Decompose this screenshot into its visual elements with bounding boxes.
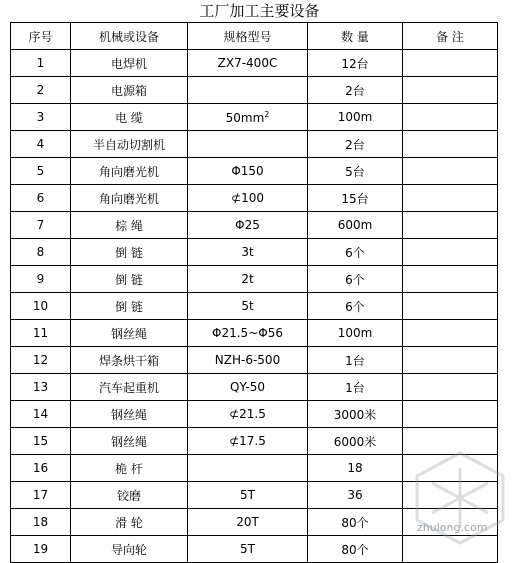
cell-spec [188, 509, 308, 536]
cell-equipment-text: 倒 链 [115, 272, 143, 287]
cell-quantity [308, 536, 403, 563]
cell-quantity [308, 293, 403, 320]
cell-quantity-text: 5台 [345, 164, 365, 179]
cell-spec-text: ZX7-400C [217, 56, 278, 70]
cell-quantity [308, 185, 403, 212]
cell-equipment [71, 239, 188, 266]
cell-equipment [71, 374, 188, 401]
cell-equipment-text: 角向磨光机 [98, 191, 159, 206]
cell-seq [11, 77, 71, 104]
cell-seq [11, 455, 71, 482]
cell-quantity [308, 509, 403, 536]
cell-note [403, 185, 498, 212]
cell-equipment-text: 铰磨 [116, 488, 141, 503]
cell-note [403, 293, 498, 320]
cell-seq-text: 18 [32, 515, 49, 529]
cell-spec-text: 2t [241, 272, 254, 286]
cell-quantity-text: 100m [337, 110, 373, 124]
cell-seq-text: 17 [32, 488, 49, 502]
cell-equipment-text: 半自动切割机 [92, 137, 165, 152]
cell-equipment [71, 347, 188, 374]
table-row [11, 77, 498, 104]
cell-spec-text: 5T [240, 542, 255, 556]
cell-quantity [308, 77, 403, 104]
cell-equipment [71, 401, 188, 428]
cell-seq [11, 347, 71, 374]
table-row [11, 320, 498, 347]
cell-seq-text: 19 [32, 542, 49, 556]
cell-quantity [308, 320, 403, 347]
cell-seq [11, 131, 71, 158]
table-row [11, 401, 498, 428]
cell-spec-text: 20T [236, 515, 259, 529]
cell-equipment-text: 滑 轮 [115, 515, 143, 530]
cell-seq-text: 5 [36, 164, 45, 178]
cell-spec [188, 50, 308, 77]
table-row [11, 131, 498, 158]
cell-spec-text: 50mm [225, 110, 265, 125]
cell-equipment [71, 131, 188, 158]
cell-equipment-text: 棕 绳 [115, 218, 143, 233]
cell-equipment-text: 钢丝绳 [110, 434, 147, 449]
cell-spec-text: 5T [240, 488, 255, 502]
cell-seq [11, 212, 71, 239]
cell-spec [188, 455, 308, 482]
header-seq: 序号 [11, 23, 71, 50]
cell-seq-text: 15 [32, 434, 49, 448]
cell-seq [11, 374, 71, 401]
cell-seq [11, 104, 71, 131]
cell-equipment-text: 电 缆 [115, 110, 143, 125]
table-row [11, 158, 498, 185]
watermark-text: zhulong.com [417, 521, 488, 534]
cell-quantity-text: 3000米 [333, 407, 377, 422]
cell-spec [188, 347, 308, 374]
cell-quantity-text: 6000米 [333, 434, 377, 449]
cell-equipment [71, 455, 188, 482]
cell-seq [11, 293, 71, 320]
cell-spec [188, 185, 308, 212]
table-row [11, 185, 498, 212]
cell-spec-text: ⊄17.5 [229, 434, 266, 448]
cell-equipment [71, 320, 188, 347]
cell-equipment-text: 角向磨光机 [98, 164, 159, 179]
cell-quantity [308, 374, 403, 401]
cell-seq [11, 428, 71, 455]
cell-note [403, 77, 498, 104]
header-equipment: 机械或设备 [71, 23, 188, 50]
cell-seq [11, 401, 71, 428]
cell-spec [188, 212, 308, 239]
cell-quantity [308, 266, 403, 293]
cell-seq-text: 1 [36, 56, 45, 70]
cell-seq [11, 266, 71, 293]
cell-note [403, 239, 498, 266]
cell-equipment-text: 钢丝绳 [110, 326, 147, 341]
cell-equipment [71, 509, 188, 536]
cell-spec-text: Φ25 [235, 218, 260, 232]
cell-quantity-text: 600m [337, 218, 373, 232]
cell-note [403, 104, 498, 131]
cell-note [403, 50, 498, 77]
cell-note [403, 266, 498, 293]
cell-spec [188, 77, 308, 104]
cell-equipment [71, 77, 188, 104]
cell-quantity [308, 104, 403, 131]
table-row [11, 374, 498, 401]
cell-spec-text: QY-50 [230, 380, 265, 394]
cell-quantity [308, 158, 403, 185]
cell-quantity [308, 455, 403, 482]
cell-note [403, 347, 498, 374]
cell-equipment [71, 536, 188, 563]
cell-seq-text: 10 [32, 299, 49, 313]
cell-quantity-text: 2台 [345, 83, 365, 98]
page-title: 工厂加工主要设备 [199, 2, 320, 20]
table-header-row [11, 23, 498, 50]
cell-quantity-text: 80个 [341, 542, 369, 557]
cell-spec-text: 3t [241, 245, 254, 259]
cell-equipment [71, 158, 188, 185]
cell-equipment-text: 倒 链 [115, 245, 143, 260]
cell-quantity-text: 2台 [345, 137, 365, 152]
cell-equipment-text: 桅 杆 [115, 461, 143, 476]
cell-quantity [308, 50, 403, 77]
cell-spec [188, 320, 308, 347]
cell-equipment [71, 428, 188, 455]
cell-spec [188, 131, 308, 158]
cell-seq-text: 3 [36, 110, 45, 124]
cell-note [403, 320, 498, 347]
cell-seq [11, 239, 71, 266]
cell-quantity-text: 6个 [345, 245, 365, 260]
cell-equipment [71, 185, 188, 212]
cell-quantity-text: 1台 [345, 353, 365, 368]
cell-quantity-text: 80个 [341, 515, 369, 530]
cell-seq-text: 8 [36, 245, 45, 259]
cell-seq-text: 13 [32, 380, 49, 394]
cell-seq [11, 158, 71, 185]
cell-spec-text: ⊄100 [231, 191, 264, 205]
cell-seq [11, 536, 71, 563]
table-row [11, 104, 498, 131]
cell-spec-text: ⊄21.5 [229, 407, 266, 421]
cell-equipment-text: 钢丝绳 [110, 407, 147, 422]
cell-quantity [308, 239, 403, 266]
cell-equipment [71, 212, 188, 239]
table-row [11, 347, 498, 374]
cell-quantity [308, 212, 403, 239]
cell-note [403, 212, 498, 239]
cell-quantity [308, 401, 403, 428]
cell-seq-text: 16 [32, 461, 49, 475]
cell-equipment [71, 104, 188, 131]
cell-spec [188, 482, 308, 509]
cell-quantity [308, 482, 403, 509]
cell-equipment [71, 293, 188, 320]
cell-spec-text: NZH-6-500 [214, 353, 281, 367]
cell-seq [11, 509, 71, 536]
cell-equipment-text: 导向轮 [110, 542, 147, 557]
cell-seq-text: 11 [32, 326, 49, 340]
table-row [11, 266, 498, 293]
cell-quantity [308, 131, 403, 158]
cell-note [403, 158, 498, 185]
cell-spec [188, 104, 308, 131]
header-spec: 规格型号 [188, 23, 308, 50]
cell-quantity-text: 12台 [341, 56, 369, 71]
cell-spec [188, 239, 308, 266]
cell-quantity-text: 18 [347, 461, 363, 475]
cell-quantity-text: 36 [347, 488, 363, 502]
cell-spec-text: Φ150 [231, 164, 264, 178]
cell-seq [11, 50, 71, 77]
cell-note [403, 374, 498, 401]
table-row [11, 212, 498, 239]
table-row [11, 239, 498, 266]
cell-quantity-text: 6个 [345, 299, 365, 314]
cell-equipment-text: 焊条烘干箱 [98, 353, 159, 368]
header-note: 备 注 [403, 23, 498, 50]
cell-spec [188, 536, 308, 563]
spec-superscript: 2 [264, 109, 270, 119]
cell-spec-text: Φ21.5~Φ56 [212, 326, 283, 340]
cell-seq-text: 12 [32, 353, 49, 367]
cell-quantity-text: 6个 [345, 272, 365, 287]
cell-seq-text: 9 [36, 272, 45, 286]
cell-seq-text: 2 [36, 83, 45, 97]
cell-spec [188, 266, 308, 293]
cell-spec-text: 5t [241, 299, 254, 313]
table-row [11, 293, 498, 320]
cell-spec [188, 428, 308, 455]
cell-quantity-text: 1台 [345, 380, 365, 395]
cell-seq-text: 14 [32, 407, 49, 421]
cell-seq-text: 4 [36, 137, 45, 151]
cell-quantity [308, 347, 403, 374]
cell-equipment [71, 266, 188, 293]
cell-equipment-text: 倒 链 [115, 299, 143, 314]
cell-equipment-text: 电焊机 [110, 56, 147, 71]
table-row [11, 50, 498, 77]
cell-equipment-text: 汽车起重机 [98, 380, 159, 395]
cell-equipment [71, 482, 188, 509]
cell-equipment [71, 50, 188, 77]
cell-quantity-text: 100m [337, 326, 373, 340]
cell-seq [11, 482, 71, 509]
cell-seq [11, 320, 71, 347]
cell-equipment-text: 电源箱 [110, 83, 147, 98]
cell-note [403, 131, 498, 158]
cell-quantity [308, 428, 403, 455]
cell-spec [188, 401, 308, 428]
header-quantity: 数 量 [308, 23, 403, 50]
cell-seq-text: 7 [36, 218, 45, 232]
cell-quantity-text: 15台 [341, 191, 369, 206]
cell-spec [188, 374, 308, 401]
cell-spec [188, 293, 308, 320]
cell-spec [188, 158, 308, 185]
cell-note [403, 401, 498, 428]
cell-seq [11, 185, 71, 212]
cell-seq-text: 6 [36, 191, 45, 205]
